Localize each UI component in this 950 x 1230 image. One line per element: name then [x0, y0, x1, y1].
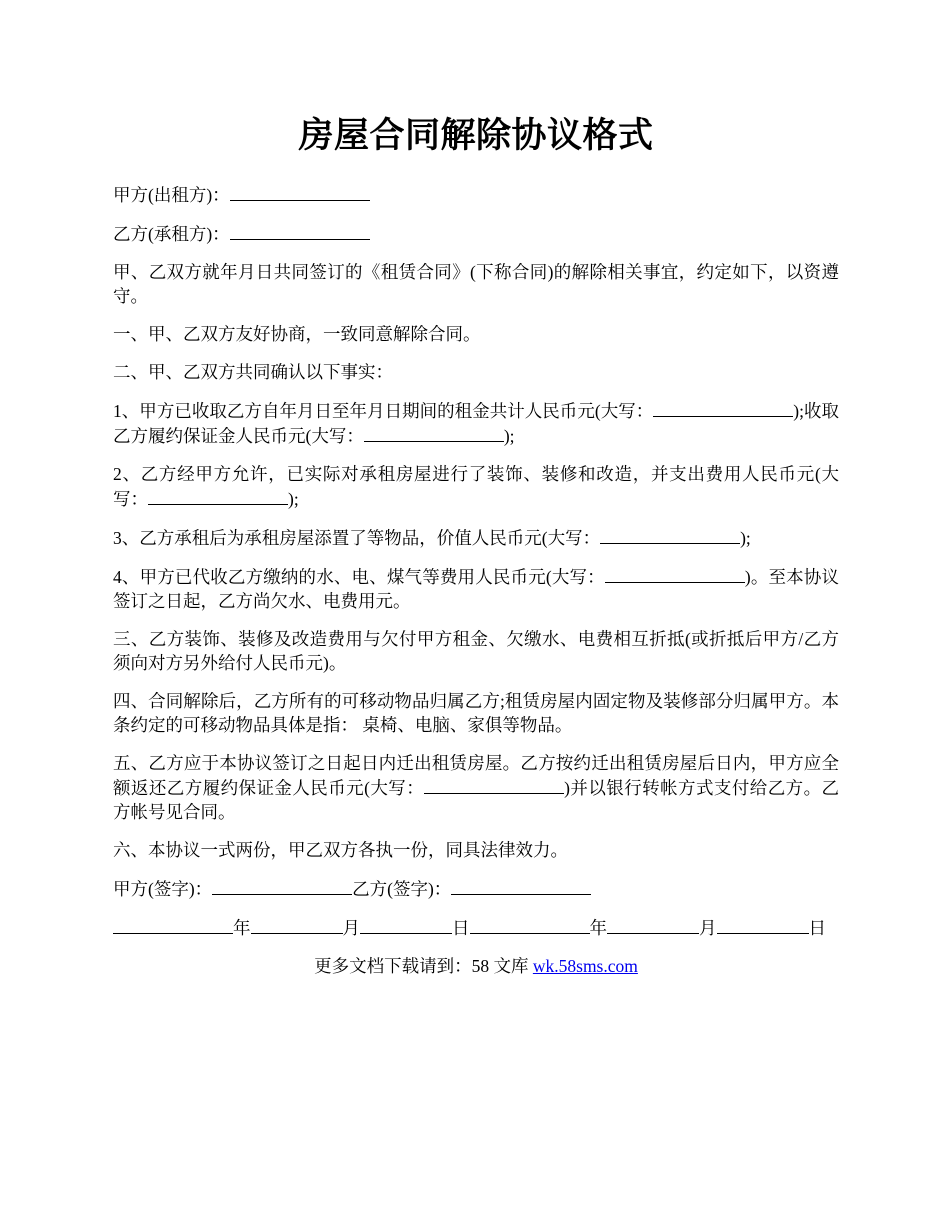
item-1-text-c: );: [503, 426, 515, 446]
document-body: [113, 108, 839, 978]
date-b-month-blank: [607, 915, 699, 934]
item-3-text-a: 3、乙方承租后为承租房屋添置了等物品，价值人民币元(大写：: [113, 528, 601, 548]
date-a-month-label: 月: [342, 918, 360, 938]
item-1-text-a: 1、甲方已收取乙方自年月日至年月日期间的租金共计人民币元(大写：: [113, 401, 654, 421]
clause-4: 四、合同解除后，乙方所有的可移动物品归属乙方;租赁房屋内固定物及装修部分归属甲方。本条约定的可移动物品具体是指： 桌椅、电脑、家俱等物品。: [113, 691, 839, 735]
item-4: [113, 564, 839, 613]
sign-b-blank: [451, 876, 591, 895]
item-2-text-b: );: [288, 489, 299, 509]
party-b-blank: [230, 221, 370, 240]
date-b-day-blank: [717, 915, 809, 934]
clause-5-text-b: )并以银行转帐方式支付给乙方。乙方帐号见合同。: [113, 778, 840, 822]
footer-link[interactable]: wk.58sms.com: [532, 956, 638, 976]
item-3: [113, 525, 839, 550]
party-a-line: [113, 182, 839, 207]
item-4-text-a: 4、甲方已代收乙方缴纳的水、电、煤气等费用人民币元(大写：: [113, 567, 605, 587]
party-b-label: 乙方(承租方)：: [113, 224, 230, 244]
item-2-blank: [148, 486, 288, 505]
party-a-blank: [230, 182, 370, 201]
item-4-blank: [605, 564, 745, 583]
item-1: [113, 398, 839, 448]
clause-5-blank: [424, 775, 564, 794]
date-a-day-label: 日: [452, 918, 470, 938]
item-1-blank-rent: [653, 398, 793, 417]
date-line: [113, 915, 839, 940]
clause-6: 六、本协议一式两份，甲乙双方各执一份，同具法律效力。: [113, 840, 568, 860]
date-b-year-label: 年: [589, 918, 607, 938]
item-3-text-b: );: [740, 528, 751, 548]
item-4-text-b: )。至本协议签订之日起，乙方尚欠水、电费用元。: [113, 567, 840, 611]
sign-a-label: 甲方(签字)：: [113, 879, 213, 899]
date-a-day-blank: [360, 915, 452, 934]
item-2-text-a: 2、乙方经甲方允许，已实际对承租房屋进行了装饰、装修和改造，并支出费用人民币元(大写：: [113, 464, 839, 509]
clause-3: 三、乙方装饰、装修及改造费用与欠付甲方租金、欠缴水、电费相互折抵(或折抵后甲方/乙方须向对方另外给付人民币元)。: [113, 629, 839, 673]
footer-text: 更多文档下载请到：58 文库: [314, 956, 533, 976]
intro-paragraph: 甲、乙双方就年月日共同签订的《租赁合同》(下称合同)的解除相关事宜，约定如下，以资遵守。: [113, 262, 839, 306]
date-b-day-label: 日: [808, 918, 826, 938]
document-title: 房屋合同解除协议格式: [298, 116, 654, 155]
date-a-year-label: 年: [233, 918, 251, 938]
clause-5: [113, 751, 839, 824]
clause-2: 二、甲、乙双方共同确认以下事实：: [113, 362, 393, 382]
item-1-text-b: );收取乙方履约保证金人民币元(大写：: [113, 401, 839, 446]
party-b-line: [113, 221, 839, 246]
clause-1: 一、甲、乙双方友好协商，一致同意解除合同。: [113, 324, 481, 344]
footer: [113, 954, 839, 978]
item-3-blank: [600, 525, 740, 544]
item-2: [113, 462, 839, 511]
date-b-year-blank: [470, 915, 590, 934]
date-a-month-blank: [251, 915, 343, 934]
item-1-blank-deposit: [364, 423, 504, 442]
party-a-label: 甲方(出租方)：: [113, 185, 230, 205]
date-a-year-blank: [113, 915, 233, 934]
sign-b-label: 乙方(签字)：: [352, 879, 452, 899]
date-b-month-label: 月: [699, 918, 717, 938]
signature-line: [113, 876, 839, 901]
sign-a-blank: [212, 876, 352, 895]
clause-5-text-a: 五、乙方应于本协议签订之日起日内迁出租赁房屋。乙方按约迁出租赁房屋后日内，甲方应全额返还乙方履约保证金人民币元(大写：: [113, 753, 839, 798]
